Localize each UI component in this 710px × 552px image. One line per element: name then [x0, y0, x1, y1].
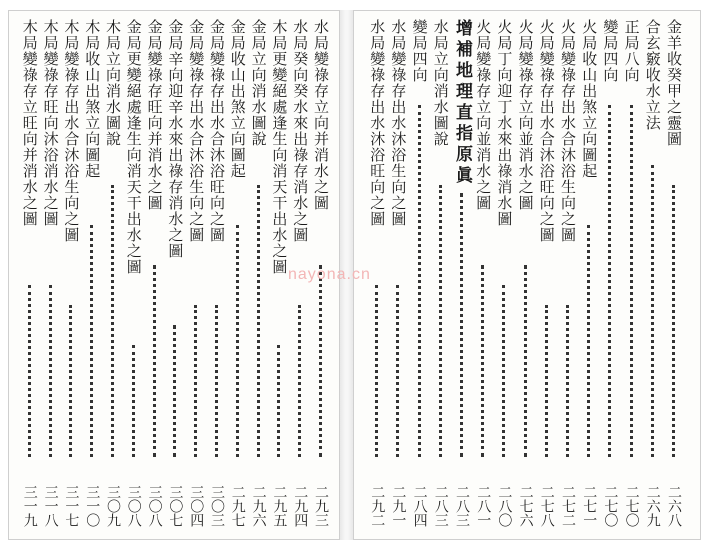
toc-page-number: 二七〇 [602, 485, 619, 527]
toc-dot-leader [481, 265, 488, 457]
toc-entry-title: 火局變祿存立向並消水之圖 [474, 19, 493, 211]
toc-entry-title: 火局變祿存立向並消水之圖 [516, 19, 535, 211]
toc-dot-leader [545, 305, 552, 457]
toc-entry-title: 正局八向 [622, 19, 641, 83]
toc-entry-title: 水局變祿存立向并消水之圖 [312, 19, 330, 211]
toc-entry-title: 金局收山出煞立向圖起 [228, 19, 247, 179]
toc-page-number: 三一〇 [84, 485, 101, 527]
toc-entry [186, 19, 206, 527]
toc-dot-leader [319, 265, 326, 457]
toc-entry-title: 火局變祿存出水合沐浴旺向之圖 [537, 19, 556, 243]
toc-entry-title: 水局變祿存出水沐浴生向之圖 [389, 19, 408, 227]
toc-dot-leader [524, 265, 531, 457]
toc-page-number: 二八〇 [496, 485, 513, 527]
toc-page-number: 三〇八 [125, 485, 142, 527]
toc-page-number: 二九四 [292, 485, 309, 527]
toc-entry [388, 19, 408, 527]
toc-page-number: 二九二 [369, 485, 386, 527]
toc-dot-leader [194, 305, 201, 457]
toc-entry-title: 水局立向消水圖說 [431, 19, 450, 147]
toc-dot-leader [418, 105, 425, 457]
toc-dot-leader [28, 285, 35, 457]
toc-entry-title: 水局癸向癸水來出祿存消水之圖 [291, 19, 310, 243]
toc-dot-leader [298, 305, 305, 457]
toc-entry [124, 19, 144, 527]
toc-dot-leader [587, 225, 594, 457]
toc-entry-title: 火局變祿存出水合沐浴生向之圖 [559, 19, 577, 243]
toc-dot-leader [375, 285, 382, 457]
toc-dot-leader [277, 345, 284, 457]
toc-entry [473, 19, 493, 527]
toc-entry [82, 19, 102, 527]
section-heading [452, 19, 472, 527]
toc-page-number: 二九六 [250, 485, 267, 527]
toc-entry [664, 19, 684, 527]
toc-entry-title: 金局辛向迎辛水來出祿存消水之圖 [166, 19, 185, 259]
toc-entry [103, 19, 123, 527]
toc-entry [207, 19, 227, 527]
toc-dot-leader [396, 285, 403, 457]
toc-dot-leader [215, 305, 222, 457]
toc-dot-leader [236, 225, 243, 457]
toc-entry [61, 19, 81, 527]
toc-entry [537, 19, 557, 527]
toc-entry-title: 木局變祿存旺向沐浴消水之圖 [41, 19, 60, 227]
toc-page-number: 三一九 [21, 485, 38, 527]
toc-dot-leader [132, 345, 139, 457]
toc-page-number: 二八三 [454, 485, 470, 527]
toc-entry [579, 19, 599, 527]
toc-dot-leader [173, 325, 180, 457]
toc-entry-title: 變局四向 [601, 19, 620, 83]
toc-dot-leader [257, 185, 264, 457]
toc-entry-title: 金局變祿存旺向并消水之圖 [145, 19, 164, 211]
toc-entry-title: 火局收山出煞立向圖起 [580, 19, 599, 179]
toc-entry [622, 19, 642, 527]
toc-dot-leader [651, 165, 658, 457]
toc-entry-title: 木局更變絕處逢生向消天干出水之圖 [270, 19, 289, 275]
toc-page-number: 三〇九 [105, 485, 121, 527]
toc-dot-leader [69, 305, 76, 457]
toc-entry-title: 金局更變絕處逢生向消天干出水之圖 [124, 19, 143, 275]
toc-entry [558, 19, 578, 527]
watermark: nayona.cn [288, 266, 371, 283]
toc-page-number: 二九三 [313, 485, 329, 527]
toc-page-number: 二七二 [560, 485, 576, 527]
toc-dot-leader [608, 105, 615, 457]
toc-dot-leader [153, 265, 160, 457]
toc-entry-title: 變局四向 [410, 19, 429, 83]
toc-page-number: 二八一 [475, 485, 492, 527]
toc-page-number: 三〇八 [146, 485, 163, 527]
toc-page-number: 二七〇 [623, 485, 640, 527]
toc-entry [249, 19, 269, 527]
toc-dot-leader [111, 185, 118, 457]
toc-entry [494, 19, 514, 527]
toc-page-number: 二七六 [517, 485, 534, 527]
toc-dot-leader [630, 105, 637, 457]
toc-entry [41, 19, 61, 527]
toc-page-number: 二七八 [538, 485, 555, 527]
toc-page-number: 三〇三 [209, 485, 225, 527]
toc-dot-leader [90, 225, 97, 457]
section-heading-title: 增補地理直指原眞 [452, 19, 472, 187]
toc-entry-title: 金局立向消水圖說 [249, 19, 268, 147]
toc-entry-title: 木局收山出煞立向圖起 [83, 19, 102, 179]
toc-page-number: 三一七 [63, 485, 80, 527]
right-page [353, 10, 701, 540]
toc-entry [600, 19, 620, 527]
toc-page-number: 二八四 [411, 485, 428, 527]
toc-entry [410, 19, 430, 527]
toc-page-number: 三一八 [42, 485, 59, 527]
toc-dot-leader [439, 185, 446, 457]
toc-entry-title: 火局丁向迎丁水來出祿消水圖 [495, 19, 514, 227]
toc-entry [431, 19, 451, 527]
toc-entry [165, 19, 185, 527]
toc-entry-title: 金羊收癸甲之靈圖 [665, 19, 683, 147]
toc-page-number: 二七一 [581, 485, 598, 527]
toc-entry-title: 水局變祿存出水沐浴旺向之圖 [368, 19, 387, 227]
toc-entry [20, 19, 40, 527]
toc-page-number: 二六八 [666, 485, 682, 527]
toc-entry-title: 木局變祿存立旺向并消水之圖 [20, 19, 39, 227]
toc-dot-leader [502, 285, 509, 457]
toc-entry [145, 19, 165, 527]
toc-entry-title: 木局變祿存出水合沐浴生向之圖 [62, 19, 81, 243]
toc-entry-title: 金局變祿存出水合沐浴旺向之圖 [208, 19, 226, 243]
toc-entry-title: 木局立向消水圖說 [104, 19, 122, 147]
toc-entry-title: 合玄竅收水立法 [643, 19, 662, 131]
toc-page-number: 三〇七 [167, 485, 184, 527]
toc-entry [643, 19, 663, 527]
toc-page-number: 二八三 [432, 485, 449, 527]
toc-page-number: 三〇四 [188, 485, 205, 527]
toc-page-number: 二九五 [271, 485, 288, 527]
toc-entry [228, 19, 248, 527]
toc-entry [516, 19, 536, 527]
toc-dot-leader [672, 185, 679, 457]
toc-dot-leader [49, 285, 56, 457]
toc-page-number: 二九七 [229, 485, 246, 527]
toc-page-number: 二六九 [644, 485, 661, 527]
toc-dot-leader [460, 193, 467, 457]
toc-entry [269, 19, 289, 527]
toc-dot-leader [566, 305, 573, 457]
toc-entry-title: 金局變祿存出水合沐浴生向之圖 [187, 19, 206, 243]
toc-page-number: 二九一 [390, 485, 407, 527]
